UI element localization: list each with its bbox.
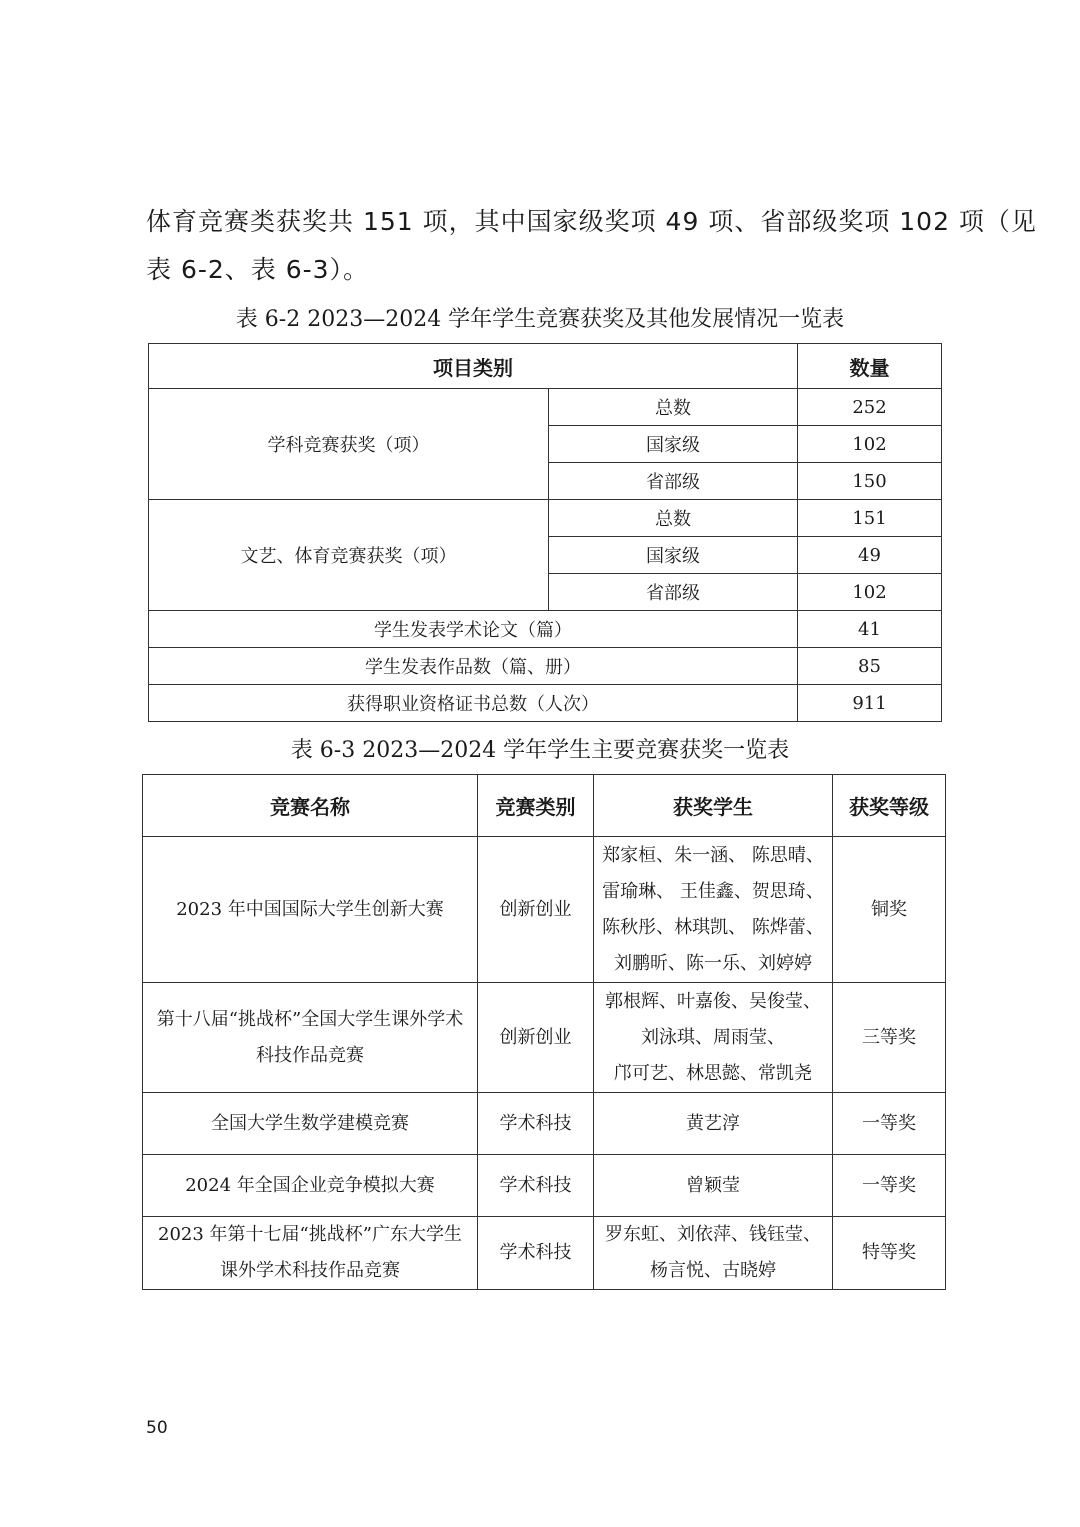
student-line: 郑家桓、朱一涵、 陈思晴、	[602, 844, 824, 866]
student-line: 刘泳琪、周雨莹、	[641, 1026, 785, 1048]
competition-name: 2023 年第十七届“挑战杯”广东大学生课外学术科技作品竞赛	[143, 1217, 478, 1290]
student-line: 罗东虹、刘依萍、钱钰莹、	[605, 1224, 821, 1245]
sub-label: 省部级	[549, 574, 798, 611]
student-line: 雷瑜琳、 王佳鑫、贺思琦、	[602, 880, 824, 902]
sub-label: 国家级	[549, 537, 798, 574]
table-6-3	[142, 774, 946, 1290]
intro-line-2: 表 6-2、表 6-3）。	[146, 255, 370, 284]
page-number: 50	[146, 1418, 168, 1438]
student-line: 刘鹏昕、陈一乐、刘婷婷	[614, 952, 812, 974]
table-row	[143, 1155, 946, 1217]
competition-type: 创新创业	[478, 837, 594, 983]
group-label: 学科竞赛获奖（项）	[149, 389, 549, 500]
header-competition-name: 竞赛名称	[143, 775, 478, 837]
value-cell: 252	[798, 389, 942, 426]
table-6-2	[148, 343, 942, 722]
header-competition-type: 竞赛类别	[478, 775, 594, 837]
table-header-row	[149, 344, 942, 389]
value-cell: 151	[798, 500, 942, 537]
sub-label: 总数	[549, 389, 798, 426]
table-row	[149, 648, 942, 685]
table-row	[143, 983, 946, 1093]
award-students	[594, 1155, 833, 1217]
competition-type: 学术科技	[478, 1093, 594, 1155]
header-award-students: 获奖学生	[594, 775, 833, 837]
award-students	[594, 1217, 833, 1290]
award-students	[594, 1093, 833, 1155]
table-row	[143, 837, 946, 983]
header-quantity: 数量	[798, 344, 942, 389]
value-cell: 85	[798, 648, 942, 685]
table-header-row	[143, 775, 946, 837]
single-label: 学生发表作品数（篇、册）	[149, 648, 798, 685]
sub-label: 国家级	[549, 426, 798, 463]
award-students	[594, 983, 833, 1093]
table-row	[149, 685, 942, 722]
single-label: 学生发表学术论文（篇）	[149, 611, 798, 648]
award-level: 一等奖	[833, 1093, 946, 1155]
student-line: 杨言悦、古晓婷	[650, 1260, 776, 1281]
award-students	[594, 837, 833, 983]
competition-name: 2024 年全国企业竞争模拟大赛	[143, 1155, 478, 1217]
competition-name: 全国大学生数学建模竞赛	[143, 1093, 478, 1155]
value-cell: 102	[798, 574, 942, 611]
table-row	[149, 389, 942, 426]
table-6-3-caption: 表 6-3 2023—2024 学年学生主要竞赛获奖一览表	[290, 738, 790, 763]
table-row	[149, 611, 942, 648]
award-level: 特等奖	[833, 1217, 946, 1290]
competition-type: 创新创业	[478, 983, 594, 1093]
award-level: 三等奖	[833, 983, 946, 1093]
table-6-2-caption: 表 6-2 2023—2024 学年学生竞赛获奖及其他发展情况一览表	[235, 307, 845, 332]
competition-type: 学术科技	[478, 1217, 594, 1290]
sub-label: 总数	[549, 500, 798, 537]
sub-label: 省部级	[549, 463, 798, 500]
value-cell: 49	[798, 537, 942, 574]
table-row	[143, 1217, 946, 1290]
header-award-level: 获奖等级	[833, 775, 946, 837]
value-cell: 911	[798, 685, 942, 722]
competition-name: 第十八届“挑战杯”全国大学生课外学术科技作品竞赛	[143, 983, 478, 1093]
student-line: 陈秋彤、林琪凯、 陈烨蕾、	[602, 916, 824, 938]
intro-line-1: 体育竞赛类获奖共 151 项，其中国家级奖项 49 项、省部级奖项 102 项（见	[146, 207, 1037, 236]
student-line: 郭根辉、叶嘉俊、吴俊莹、	[605, 990, 821, 1012]
intro-paragraph	[146, 198, 1037, 294]
header-category: 项目类别	[149, 344, 798, 389]
value-cell: 150	[798, 463, 942, 500]
single-label: 获得职业资格证书总数（人次）	[149, 685, 798, 722]
table-row	[149, 500, 942, 537]
student-line: 邝可艺、林思懿、常凯尧	[614, 1062, 812, 1084]
table-row	[143, 1093, 946, 1155]
student-line: 黄艺淳	[686, 1112, 740, 1134]
student-line: 曾颖莹	[686, 1174, 740, 1196]
value-cell: 41	[798, 611, 942, 648]
group-label: 文艺、体育竞赛获奖（项）	[149, 500, 549, 611]
competition-name: 2023 年中国国际大学生创新大赛	[143, 837, 478, 983]
competition-type: 学术科技	[478, 1155, 594, 1217]
award-level: 铜奖	[833, 837, 946, 983]
value-cell: 102	[798, 426, 942, 463]
award-level: 一等奖	[833, 1155, 946, 1217]
